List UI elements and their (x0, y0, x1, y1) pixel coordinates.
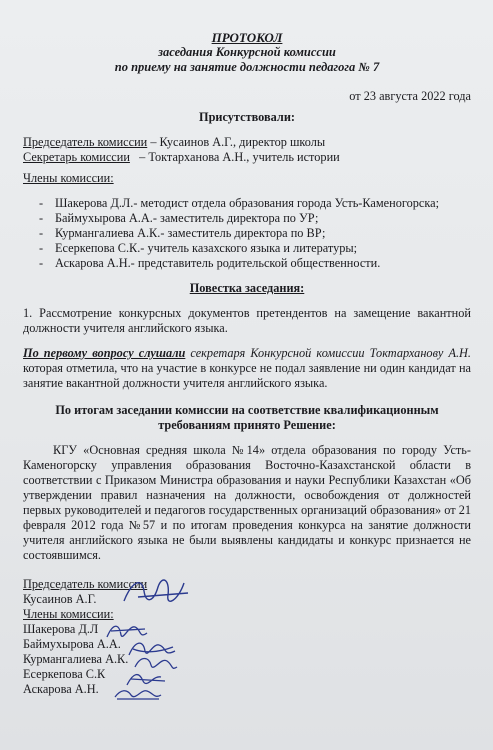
secretary-label: Секретарь комиссии (23, 150, 130, 164)
chair-value: – Кусаинов А.Г., директор школы (147, 135, 326, 149)
present-heading: Присутствовали: (199, 110, 295, 124)
list-item: - Баймухырова А.А.- заместитель директора по УР; (39, 211, 471, 226)
list-item: - Есеркепова С.К.- учитель казахского языка и литературы; (39, 241, 471, 256)
agenda-heading: Повестка заседания: (189, 281, 305, 295)
first-question-paragraph (23, 346, 471, 391)
list-item: - Курмангалиева А.К.- заместитель директора по ВР; (39, 226, 471, 241)
members-list (39, 196, 471, 271)
first-question-rest: которая отметила, что на участие в конкурсе не подал заявление ни один кандидат на занятие вакантной должности учителя английского языка. (23, 361, 471, 390)
secretary-line (23, 150, 471, 165)
sig-name: Шакерова Д.Л (23, 622, 99, 636)
sig-name: Аскарова А.Н. (23, 682, 99, 696)
document-title: ПРОТОКОЛ (211, 30, 283, 45)
document-subtitle-1: заседания Конкурсной комиссии (158, 45, 336, 59)
document-date: от 23 августа 2022 года (349, 89, 471, 103)
sig-chair-name: Кусаинов А.Г. (23, 592, 97, 606)
sig-name: Есеркепова С.К (23, 667, 106, 681)
signature-chair (118, 571, 198, 613)
sig-members-label: Члены комиссии: (23, 607, 114, 621)
results-heading: По итогам заседании комиссии на соответствие квалификационным требованиям принято Решение: (55, 403, 439, 432)
first-question-lead: По первому вопросу слушали (23, 346, 186, 360)
decision-paragraph: КГУ «Основная средняя школа №14» отдела образования по городу Усть-Каменогорску управления образования Восточно-Казахстанской области в соответствии с Приказом Министра образования и науки Республики Казахстан «Об утверждении правил назначения на должности, освобождения от должностей первых руководителей и педагогов государственных организаций образования» от 21 февраля 2012 года №57 и по итогам проведения конкурса на занятие должности учителя английского языка не были выявлены кандидаты и конкурс признается не состоявшимся. (23, 443, 471, 562)
sig-chair-label: Председатель комиссии (23, 577, 148, 591)
list-item: - Аскарова А.Н.- представитель родительской общественности. (39, 256, 471, 271)
secretary-value: – Токтарханова А.Н., учитель истории (129, 150, 340, 164)
document-subtitle-2: по приему на занятие должности педагога № 7 (114, 60, 380, 74)
signatures-block (23, 577, 471, 697)
chair-label: Председатель комиссии (23, 135, 148, 149)
sig-name: Баймухырова А.А. (23, 637, 121, 651)
first-question-speaker: секретаря Конкурсной комиссии Токтарханову А.Н. (185, 346, 471, 360)
sig-name: Курмангалиева А.К. (23, 652, 129, 666)
agenda-item: 1. Рассмотрение конкурсных документов претендентов на замещение вакантной должности учителя английского языка. (23, 306, 471, 335)
members-heading: Члены комиссии: (23, 171, 114, 185)
chair-line (23, 135, 471, 150)
signature-member-5 (111, 683, 165, 705)
list-item: - Шакерова Д.Л.- методист отдела образования города Усть-Каменогорска; (39, 196, 471, 211)
roles-block (23, 135, 471, 186)
